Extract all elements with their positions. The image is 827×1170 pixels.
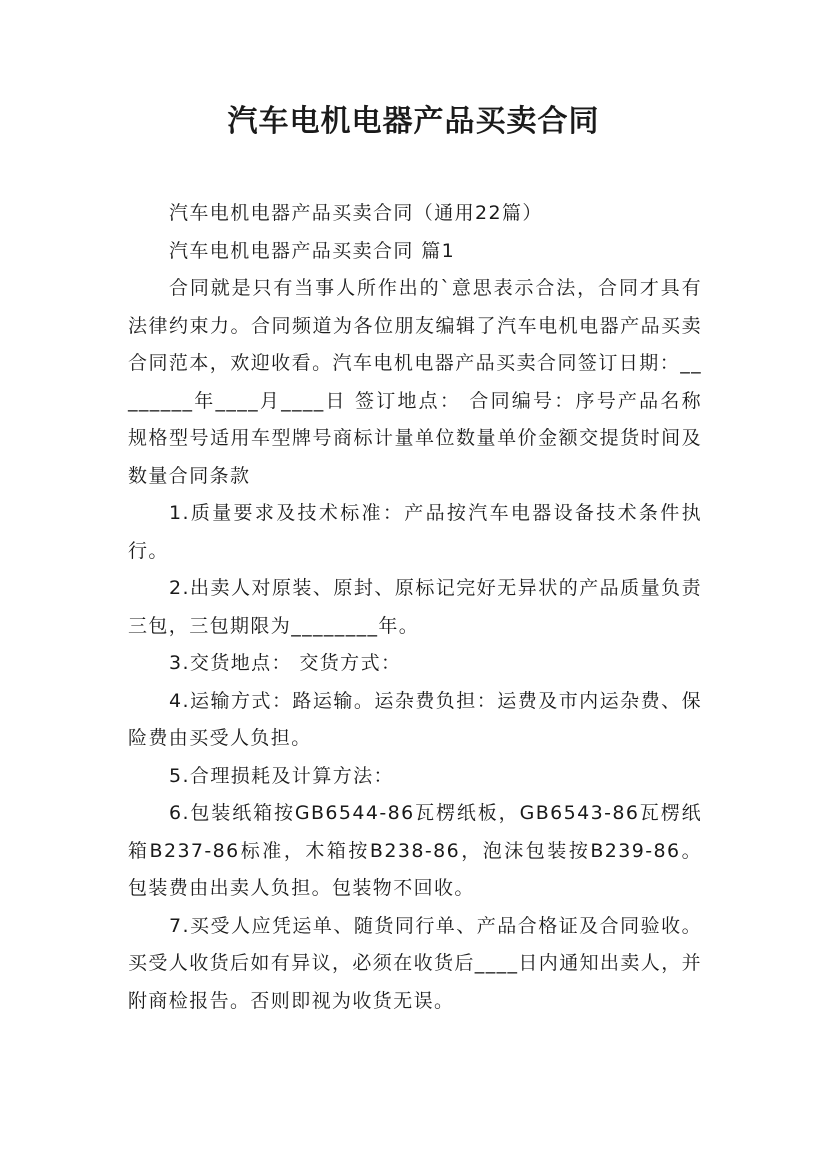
paragraph-intro: 合同就是只有当事人所作出的`意思表示合法，合同才具有法律约束力。合同频道为各位朋友编辑了汽车电机电器产品买卖合同范本，欢迎收看。汽车电机电器产品买卖合同签订日期：________年____月____日 签订地点： 合同编号：序号产品名称规格型号适用车型牌号商标计量单位数量单价金额交提货时间及数量合同条款	[128, 277, 702, 487]
paragraph-heading: 汽车电机电器产品买卖合同（通用22篇）	[169, 202, 543, 224]
paragraph-clause-1: 1.质量要求及技术标准：产品按汽车电器设备技术条件执行。	[128, 502, 702, 562]
paragraph-clause-2: 2.出卖人对原装、原封、原标记完好无异状的产品质量负责三包，三包期限为________年。	[128, 577, 702, 637]
document-body	[128, 195, 702, 1020]
paragraph-clause-3: 3.交货地点： 交货方式：	[169, 652, 402, 674]
document-title: 汽车电机电器产品买卖合同	[227, 104, 600, 139]
paragraph-clause-5: 5.合理损耗及计算方法：	[169, 764, 394, 787]
paragraph-section-title: 汽车电机电器产品买卖合同 篇1	[169, 239, 456, 262]
paragraph-clause-7: 7.买受人应凭运单、随货同行单、产品合格证及合同验收。买受人收货后如有异议，必须在收货后____日内通知出卖人，并附商检报告。否则即视为收货无误。	[128, 914, 703, 1012]
paragraph-clause-4: 4.运输方式：路运输。运杂费负担：运费及市内运杂费、保险费由买受人负担。	[128, 689, 702, 749]
paragraph-clause-6: 6.包装纸箱按GB6544-86瓦楞纸板，GB6543-86瓦楞纸箱B237-86标准，木箱按B238-86，泡沫包装按B239-86。包装费由出卖人负担。包装物不回收。	[128, 802, 702, 899]
